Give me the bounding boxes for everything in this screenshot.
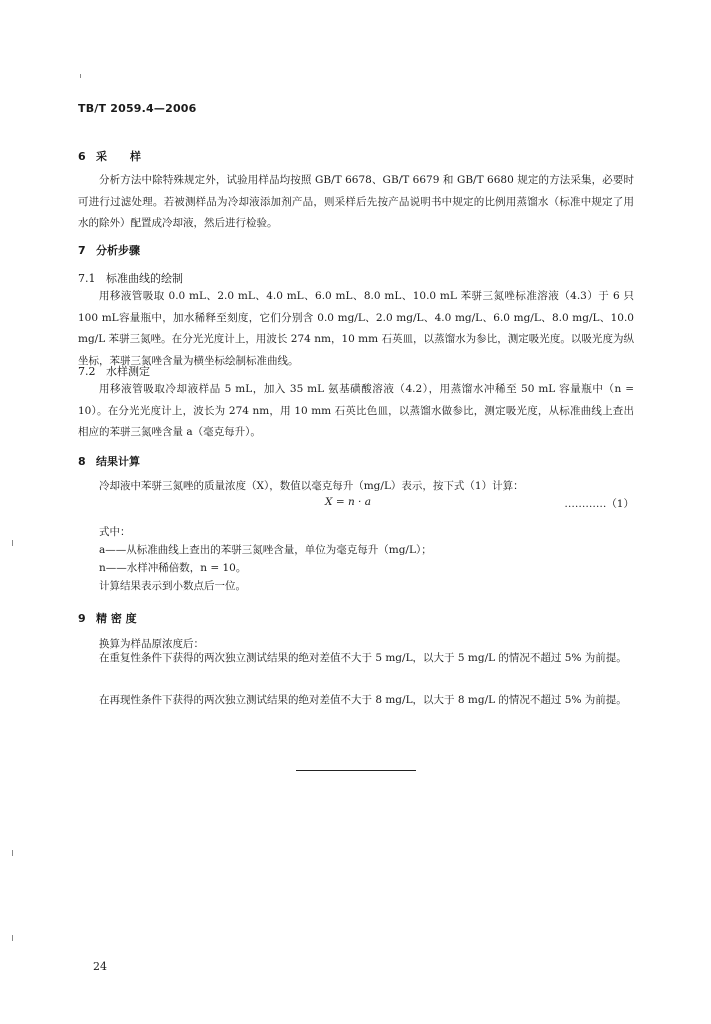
section-9-number: 9 bbox=[78, 612, 86, 625]
formula-row bbox=[78, 496, 634, 516]
subsection-7-2-number: 7.2 bbox=[78, 365, 96, 378]
section-9-title: 精 密 度 bbox=[96, 612, 137, 625]
subsection-7-1-number: 7.1 bbox=[78, 272, 96, 285]
definition-n: n——水样冲稀倍数，n = 10。 bbox=[99, 562, 247, 574]
rounding-note: 计算结果表示到小数点后一位。 bbox=[99, 580, 246, 592]
standard-code-header: TB/T 2059.4—2006 bbox=[78, 102, 197, 115]
section-8-number: 8 bbox=[78, 455, 86, 468]
page-number: 24 bbox=[93, 960, 107, 973]
repeatability-paragraph: 在重复性条件下获得的两次独立测试结果的绝对差值不大于 5 mg/L，以大于 5 mg/L 的情况不超过 5% 为前提。 bbox=[99, 652, 627, 664]
subsection-7-2-heading bbox=[78, 363, 150, 379]
section-7-heading bbox=[78, 242, 140, 258]
definition-a: a——从标准曲线上查出的苯骈三氮唑含量，单位为毫克每升（mg/L）； bbox=[99, 544, 432, 556]
section-8-heading bbox=[78, 453, 140, 469]
scan-speck bbox=[12, 935, 13, 941]
section-6-heading bbox=[78, 148, 147, 164]
section-8-intro: 冷却液中苯骈三氮唑的质量浓度（X），数值以毫克每升（mg/L）表示，按下式（1）计算： bbox=[99, 480, 524, 492]
section-7-number: 7 bbox=[78, 244, 86, 257]
where-label: 式中： bbox=[99, 526, 131, 538]
subsection-7-1-heading bbox=[78, 270, 183, 286]
section-6-paragraph: 分析方法中除特殊规定外，试验用样品均按照 GB/T 6678、GB/T 6679 和 GB/T 6680 规定的方法采集，必要时可进行过滤处理。若被测样品为冷却液添加剂产品，则采样后先按产品说明书中规定的比例用蒸馏水（标准中规定了用水的除外）配置成冷却液，然后进行检验。 bbox=[78, 174, 634, 229]
subsection-7-1-title: 标准曲线的绘制 bbox=[106, 272, 183, 285]
formula: X = n · a bbox=[325, 496, 371, 508]
section-6-title: 采 样 bbox=[96, 150, 147, 163]
section-7-title: 分析步骤 bbox=[96, 244, 140, 257]
scan-speck bbox=[12, 850, 13, 856]
section-9-intro: 换算为样品原浓度后： bbox=[99, 638, 204, 650]
subsection-7-1-paragraph: 用移液管吸取 0.0 mL、2.0 mL、4.0 mL、6.0 mL、8.0 mL、10.0 mL 苯骈三氮唑标准溶液（4.3）于 6 只 100 mL容量瓶中，加水稀释至刻度，它们分别含 0.0 mg/L、2.0 mg/L、4.0 mg/L、6.0 mg/L、8.0 mg/L、10.0 mg/L 苯骈三氮唑。在分光光度计上，用波长 274 nm，10 mm 石英皿，以蒸馏水为参比，测定吸光度。以吸光度为纵坐标，苯骈三氮唑含量为横坐标绘制标准曲线。 bbox=[78, 290, 634, 367]
section-6-number: 6 bbox=[78, 150, 86, 163]
equation-number: …………（1） bbox=[564, 498, 634, 510]
scan-speck bbox=[80, 74, 81, 78]
section-9-heading bbox=[78, 610, 137, 626]
scan-speck bbox=[12, 540, 13, 546]
subsection-7-2-title: 水样测定 bbox=[106, 365, 150, 378]
end-rule bbox=[296, 770, 416, 771]
reproducibility-paragraph: 在再现性条件下获得的两次独立测试结果的绝对差值不大于 8 mg/L，以大于 8 mg/L 的情况不超过 5% 为前提。 bbox=[99, 694, 627, 706]
section-8-title: 结果计算 bbox=[96, 455, 140, 468]
subsection-7-2-paragraph: 用移液管吸取冷却液样品 5 mL，加入 35 mL 氨基磺酸溶液（4.2），用蒸馏水冲稀至 50 mL 容量瓶中（n = 10）。在分光光度计上，波长为 274 nm，用 10 mm 石英比色皿，以蒸馏水做参比，测定吸光度，从标准曲线上查出相应的苯骈三氮唑含量 a（毫克每升）。 bbox=[78, 383, 634, 438]
